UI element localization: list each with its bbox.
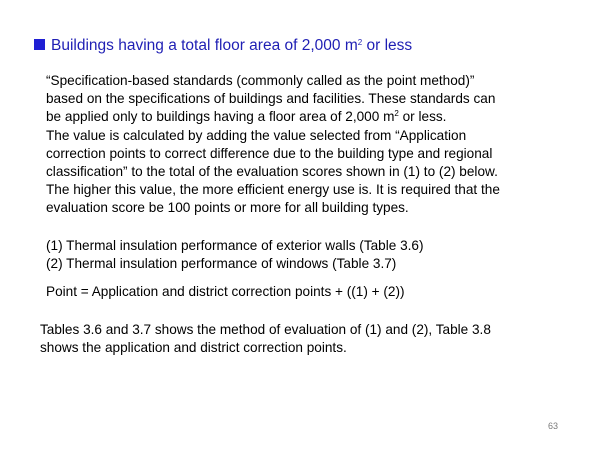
list-item: (1) Thermal insulation performance of exterior walls (Table 3.6) [46,238,424,253]
page-number: 63 [548,421,559,431]
paragraph-line [46,108,566,126]
point-formula: Point = Application and district correction points + ((1) + (2)) [46,284,405,299]
evaluation-items-list [46,237,424,273]
paragraph-line-text: be applied only to buildings having a floor area of 2,000 m [46,109,395,125]
paragraph-line: The value is calculated by adding the value selected from “Application [46,127,467,143]
list-item: (2) Thermal insulation performance of windows (Table 3.7) [46,256,397,272]
paragraph-line: based on the specifications of buildings and facilities. These standards can [46,91,496,107]
paragraph-line: “Specification-based standards (commonly called as the point method)” [46,73,475,88]
closing-line: shows the application and district correction points. [40,340,347,356]
paragraph-line-suffix: or less. [398,109,447,125]
paragraph-line: classification” to the total of the evaluation scores shown in (1) to (2) below. [46,164,498,180]
title-text: Buildings having a total floor area of 2,000 m [51,37,358,54]
closing-paragraph [40,321,491,357]
description-paragraph [46,72,566,218]
paragraph-superscript: 2 [394,109,399,119]
paragraph-line: evaluation score be 100 points or more for all building types. [46,200,409,216]
paragraph-line: The higher this value, the more efficient energy use is. It is required that the [46,182,500,198]
slide-title [34,36,594,56]
title-superscript: 2 [357,38,363,47]
title-text-suffix: or less [362,37,413,54]
paragraph-line: correction points to correct difference due to the building type and regional [46,145,493,161]
closing-line: Tables 3.6 and 3.7 shows the method of evaluation of (1) and (2), Table 3.8 [40,322,491,337]
square-bullet-icon [34,39,45,50]
